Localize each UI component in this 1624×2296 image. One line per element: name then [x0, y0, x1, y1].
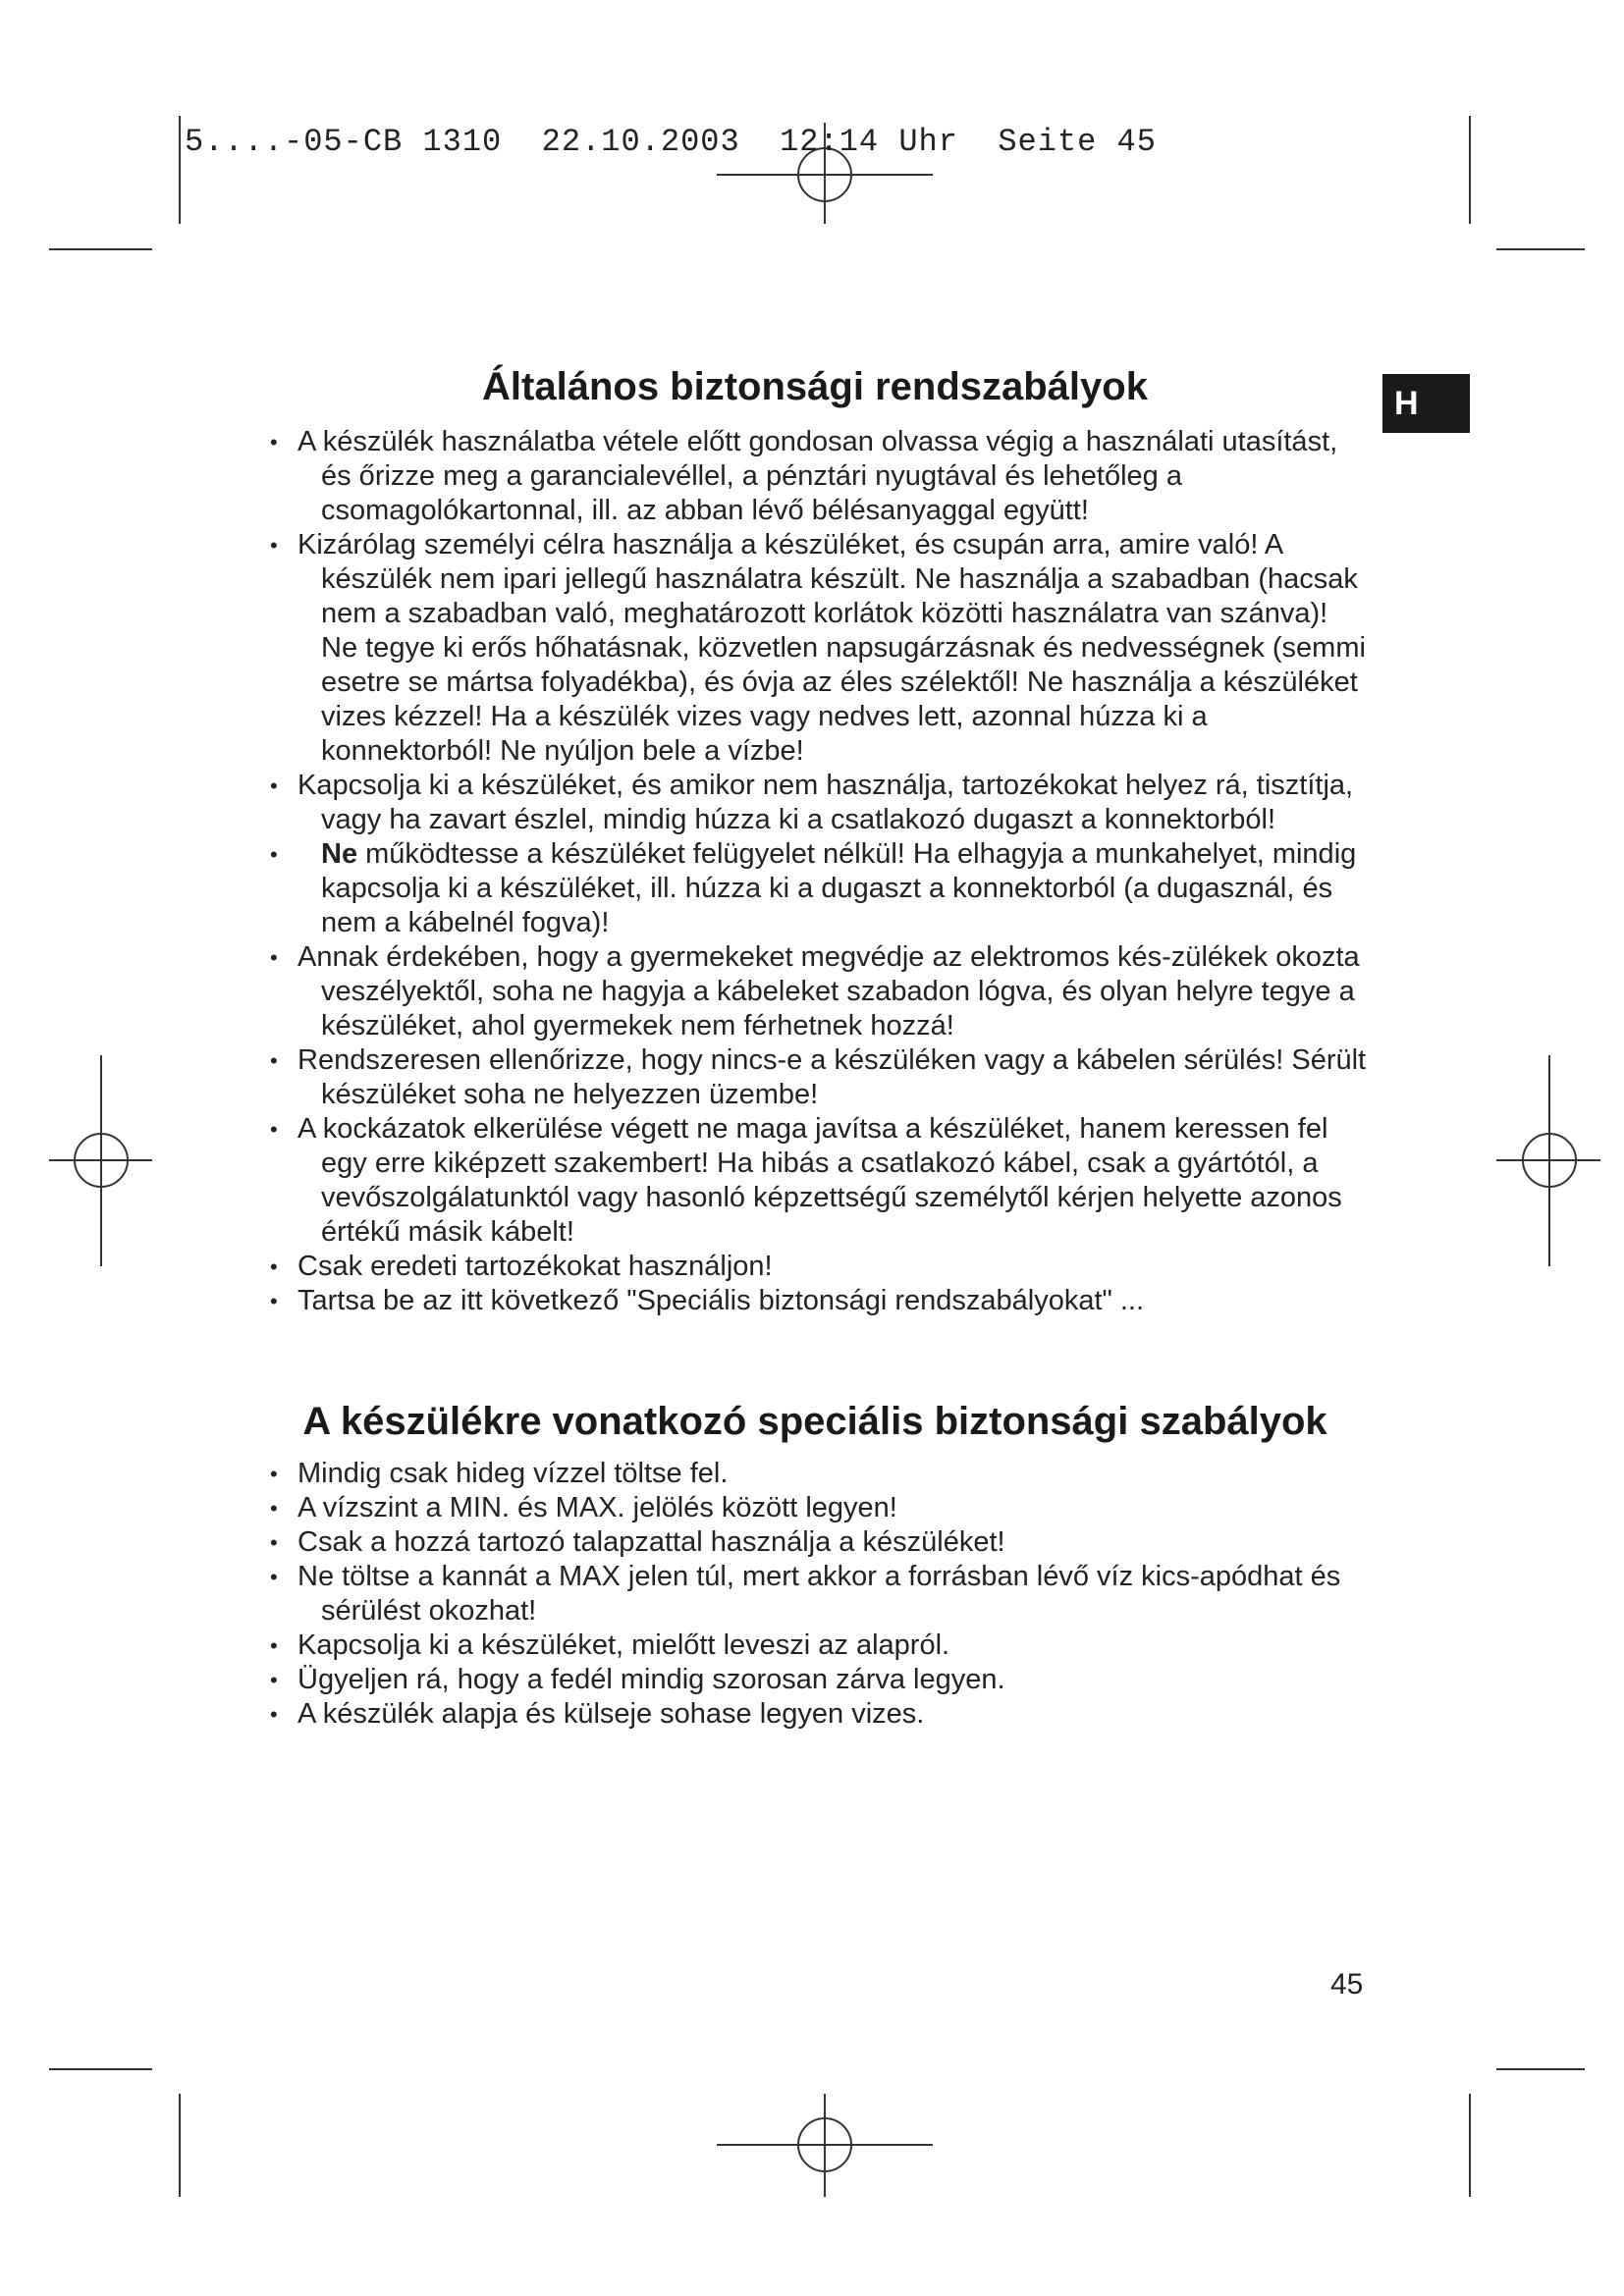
- list-item: • Ügyeljen rá, hogy a fedél mindig szorosan zárva legyen.: [270, 1663, 1370, 1697]
- registration-mark-left: [49, 1055, 152, 1266]
- list-item: • A vízszint a MIN. és MAX. jelölés között legyen!: [270, 1491, 1370, 1525]
- list-item: • Csak a hozzá tartozó talapzattal használja a készüléket!: [270, 1525, 1370, 1560]
- registration-mark-bottom: [717, 2094, 933, 2197]
- page-number: 45: [1330, 1968, 1364, 2001]
- special-safety-list: [270, 1457, 1370, 1732]
- list-item: • Mindig csak hideg vízzel töltse fel.: [270, 1457, 1370, 1491]
- list-item: • Csak eredeti tartozékokat használjon!: [270, 1250, 1370, 1284]
- print-slug: 5....-05-CB 1310 22.10.2003 12:14 Uhr Seite 45: [185, 124, 1157, 160]
- list-item: • A készülék alapja és külseje sohase legyen vizes.: [270, 1697, 1370, 1732]
- list-item: • A készülék használatba vétele előtt gondosan olvassa végig a használati utasítást, és őrizze meg a garancialevéllel, a pénztári nyugtával és lehetőleg a csomagolókartonnal, ill. az abban lévő bélésanyaggal együtt!: [270, 425, 1370, 528]
- list-item: • Ne töltse a kannát a MAX jelen túl, mert akkor a forrásban lévő víz kics-apódhat és sérülést okozhat!: [270, 1560, 1370, 1629]
- language-tab: H: [1382, 374, 1470, 433]
- list-item: • Annak érdekében, hogy a gyermekeket megvédje az elektromos kés-zülékek okozta veszélyektől, soha ne hagyja a kábeleket szabadon lógva, és olyan helyre tegye a készüléket, ahol gyermekek nem férhetnek hozzá!: [270, 940, 1370, 1043]
- list-item: • Kapcsolja ki a készüléket, mielőtt leveszi az alapról.: [270, 1629, 1370, 1663]
- registration-mark-right: [1496, 1055, 1600, 1266]
- list-item: [270, 837, 1370, 940]
- general-safety-list: [270, 425, 1370, 1318]
- section-title-general-safety: Általános biztonsági rendszabályok: [482, 365, 1148, 408]
- list-item: • Kizárólag személyi célra használja a készüléket, és csupán arra, amire való! A készülék nem ipari jellegű használatra készült. Ne használja a szabadban (hacsak nem a szabadban való, meghatározott korlátok közötti használatra van szánva)! Ne tegye ki erős hőhatásnak, közvetlen napsugárzásnak és nedvességnek (semmi esetre se mártsa folyadékba), és óvja az éles szélektől! Ne használja a készüléket vizes kézzel! Ha a készülék vizes vagy nedves lett, azonnal húzza ki a konnektorból! Ne nyúljon bele a vízbe!: [270, 528, 1370, 769]
- section-title-special-safety: A készülékre vonatkozó speciális biztonsági szabályok: [302, 1400, 1327, 1443]
- list-item: • Kapcsolja ki a készüléket, és amikor nem használja, tartozékokat helyez rá, tisztítja, vagy ha zavart észlel, mindig húzza ki a csatlakozó dugaszt a konnektorból!: [270, 769, 1370, 837]
- list-item-bold-lead: Ne: [321, 838, 358, 870]
- list-item: • Rendszeresen ellenőrizze, hogy nincs-e a készüléken vagy a kábelen sérülés! Sérült készüléket soha ne helyezzen üzembe!: [270, 1043, 1370, 1112]
- list-item-text: működtesse a készüléket felügyelet nélkül! Ha elhagyja a munkahelyet, mindig kapcsolja ki a készüléket, ill. húzza ki a dugaszt a konnektorból (a dugasznál, és nem a kábelnél fogva)!: [321, 838, 1357, 938]
- list-item: • Tartsa be az itt következő "Speciális biztonsági rendszabályokat" ...: [270, 1284, 1370, 1318]
- list-item: • A kockázatok elkerülése végett ne maga javítsa a készüléket, hanem keressen fel egy erre kiképzett szakembert! Ha hibás a csatlakozó kábel, csak a gyártótól, a vevőszolgálatunktól vagy hasonló képzettségű személytől kérjen helyette azonos értékű másik kábelt!: [270, 1112, 1370, 1250]
